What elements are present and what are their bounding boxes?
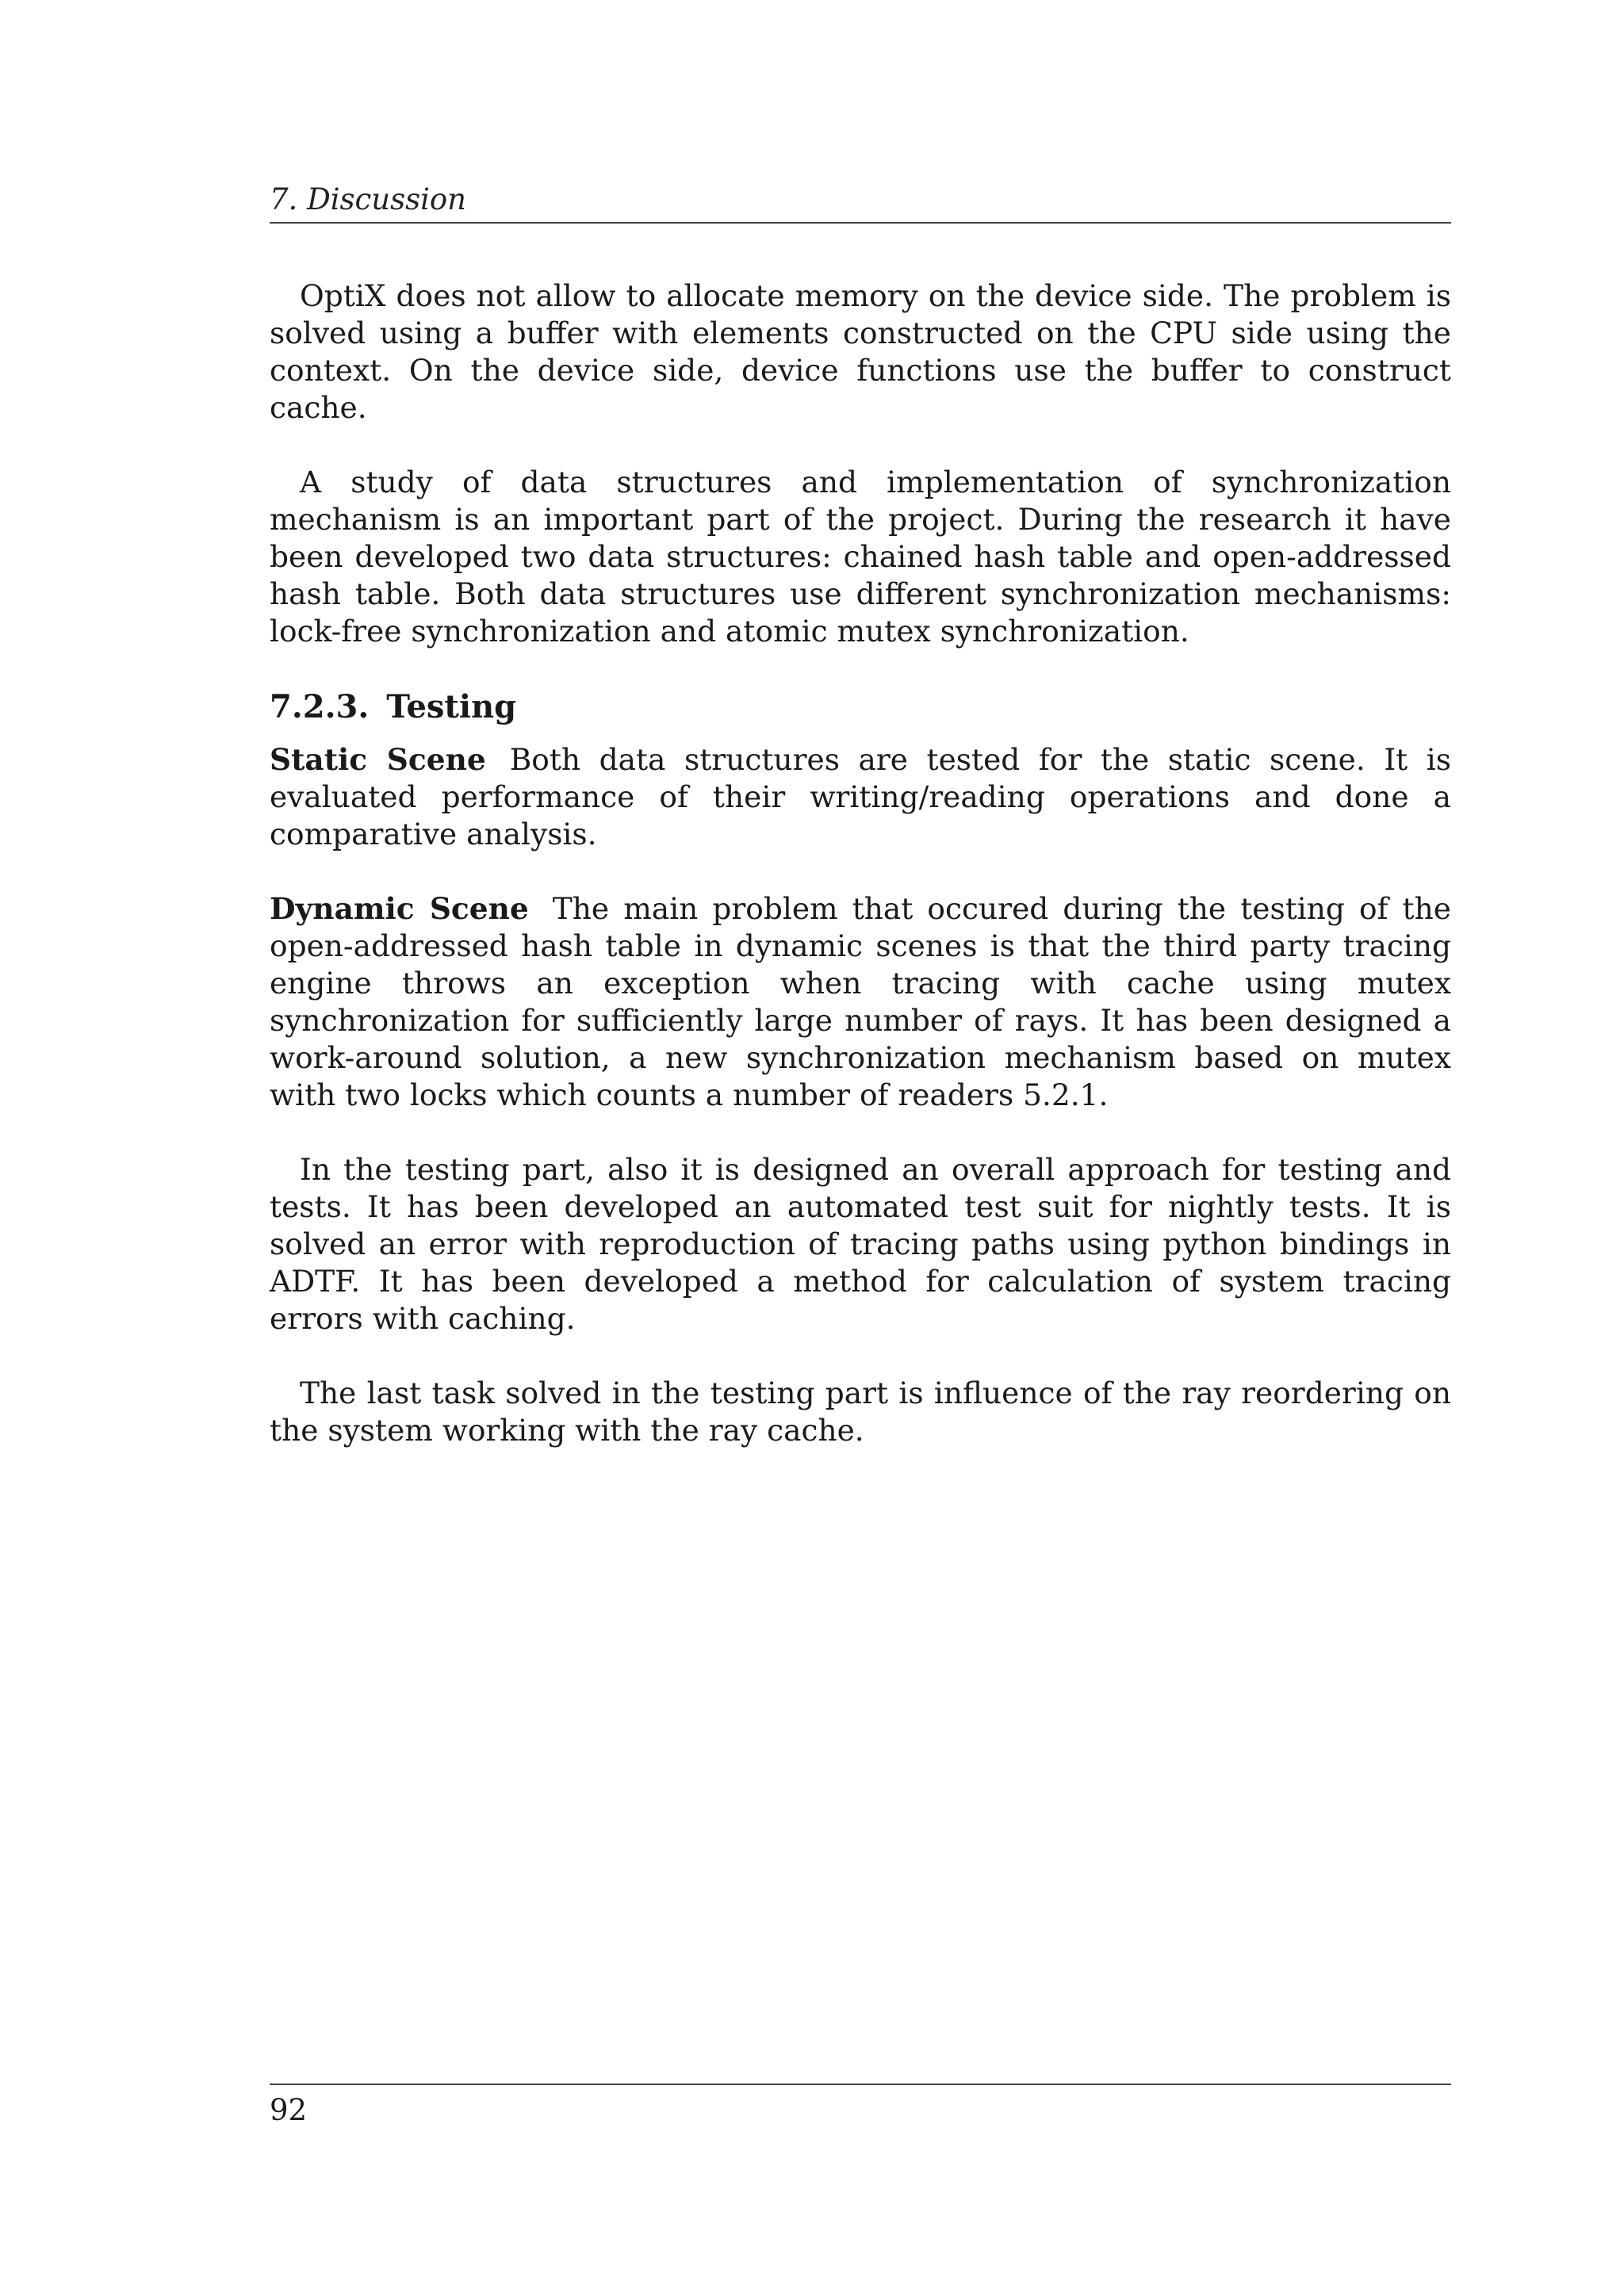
subsection-heading bbox=[270, 687, 1451, 727]
subsection-number: 7.2.3. bbox=[270, 688, 370, 725]
body-text bbox=[270, 277, 1451, 1487]
page-number: 92 bbox=[270, 2093, 308, 2127]
paragraph-data-structures: A study of data structures and implementation of synchronization mechanism is an important part of the project. During the research it have been developed two data structures: chained hash table and open-addressed hash table. Both data structures use different synchronization mechanisms: lock-free synchronization and atomic mutex synchronization. bbox=[270, 465, 1451, 649]
running-header: 7. Discussion bbox=[270, 182, 467, 216]
dynamic-scene-text: The main problem that occured during the testing of the open-addressed hash table in dynamic scenes is that the third party tracing engine throws an exception when tracing with cache using mutex synchronization for sufficiently large number of rays. It has been designed a work-around solution, a new synchronization mechanism based on mutex with two locks which counts a number of readers 5.2.1. bbox=[270, 891, 1451, 1112]
static-scene-text: Both data structures are tested for the static scene. It is evaluated performance of their writing/reading operations and done a comparative analysis. bbox=[270, 742, 1451, 851]
paragraph-static-scene bbox=[270, 741, 1451, 853]
dynamic-scene-heading: Dynamic Scene bbox=[270, 891, 529, 926]
static-scene-heading: Static Scene bbox=[270, 742, 486, 777]
paragraph-ray-reordering: The last task solved in the testing part is influence of the ray reordering on the system working with the ray cache. bbox=[270, 1376, 1451, 1448]
paragraph-testing-approach: In the testing part, also it is designed an overall approach for testing and tests. It has been developed an automated test suit for nightly tests. It is solved an error with reproduction of tracing paths using python bindings in ADTF. It has been developed a method for calculation of system tracing errors with caching. bbox=[270, 1152, 1451, 1336]
paragraph-optix-memory: OptiX does not allow to allocate memory on the device side. The problem is solved using a buffer with elements constructed on the CPU side using the context. On the device side, device functions use the buffer to construct cache. bbox=[270, 278, 1451, 425]
subsection-title: Testing bbox=[386, 688, 517, 725]
paragraph-dynamic-scene bbox=[270, 890, 1451, 1114]
footer-rule bbox=[270, 2084, 1451, 2085]
header-rule bbox=[270, 222, 1451, 224]
